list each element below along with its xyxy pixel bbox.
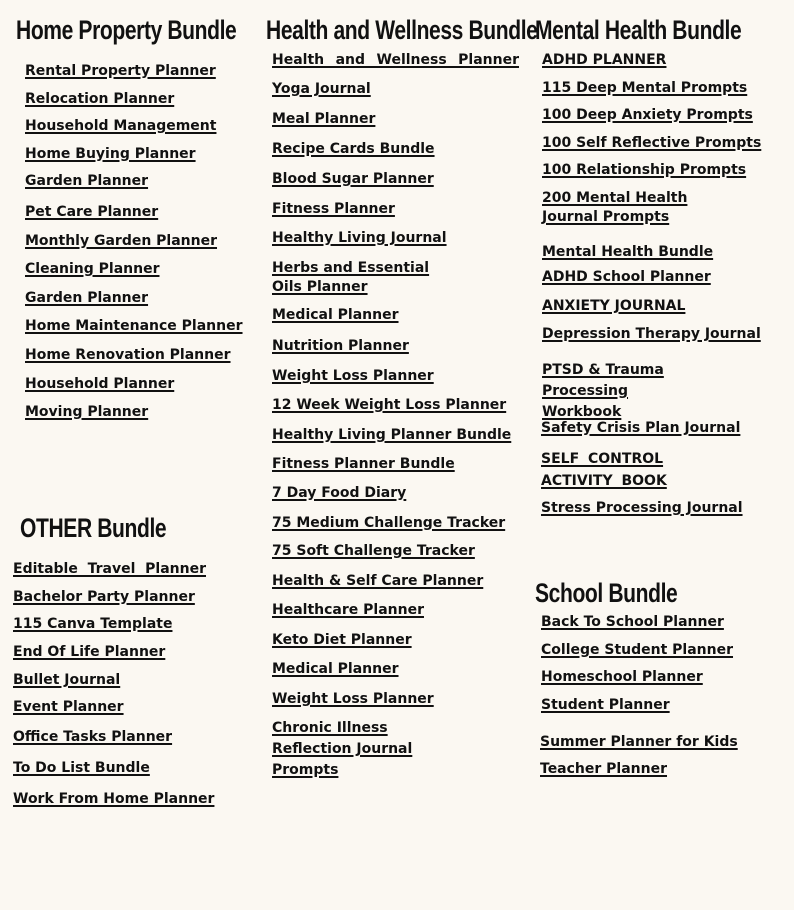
school-link-student[interactable]: Student Planner [541, 697, 670, 713]
other-bundle-heading: OTHER Bundle [20, 513, 167, 543]
health-link-health-self-care[interactable]: Health & Self Care Planner [272, 573, 484, 589]
health-link-7-day-food-diary[interactable]: 7 Day Food Diary [272, 485, 407, 501]
health-link-keto-diet[interactable]: Keto Diet Planner [272, 632, 412, 648]
home-link-garden-2[interactable]: Garden Planner [25, 290, 149, 306]
health-link-12-week-weight-loss[interactable]: 12 Week Weight Loss Planner [272, 397, 507, 413]
school-link-back-to-school[interactable]: Back To School Planner [541, 614, 724, 630]
mental-link-100-relationship[interactable]: 100 Relationship Prompts [542, 162, 747, 178]
health-link-meal[interactable]: Meal Planner [272, 111, 376, 127]
school-link-teacher[interactable]: Teacher Planner [540, 761, 668, 777]
health-link-blood-sugar[interactable]: Blood Sugar Planner [272, 171, 434, 187]
mental-link-ptsd-trauma[interactable]: PTSD & Trauma Processing Workbook [542, 362, 664, 420]
health-link-fitness[interactable]: Fitness Planner [272, 201, 395, 217]
health-link-healthcare[interactable]: Healthcare Planner [272, 602, 424, 618]
mental-link-100-self-reflective[interactable]: 100 Self Reflective Prompts [542, 135, 762, 151]
other-link-work-from-home[interactable]: Work From Home Planner [13, 791, 215, 807]
home-link-household-management[interactable]: Household Management [25, 118, 217, 134]
health-link-fitness-bundle[interactable]: Fitness Planner Bundle [272, 456, 455, 472]
mental-link-self-control[interactable]: SELF CONTROL ACTIVITY BOOK [541, 451, 667, 489]
school-link-summer-kids[interactable]: Summer Planner for Kids [540, 734, 738, 750]
school-bundle-heading: School Bundle [535, 578, 678, 608]
other-link-event[interactable]: Event Planner [13, 699, 124, 715]
home-link-home-buying[interactable]: Home Buying Planner [25, 146, 196, 162]
other-link-to-do-list[interactable]: To Do List Bundle [13, 760, 150, 776]
mental-link-mental-health-bundle[interactable]: Mental Health Bundle [542, 244, 714, 260]
home-link-household[interactable]: Household Planner [25, 376, 175, 392]
health-link-weight-loss-2[interactable]: Weight Loss Planner [272, 691, 434, 707]
other-link-editable-travel[interactable]: Editable Travel Planner [13, 561, 206, 577]
health-link-yoga-journal[interactable]: Yoga Journal [272, 81, 371, 97]
health-link-healthy-living-bundle[interactable]: Healthy Living Planner Bundle [272, 427, 512, 443]
mental-link-115-deep-mental[interactable]: 115 Deep Mental Prompts [542, 80, 748, 96]
other-link-end-of-life[interactable]: End Of Life Planner [13, 644, 166, 660]
mental-link-200-mental-health[interactable]: 200 Mental Health Journal Prompts [542, 190, 688, 225]
home-property-heading: Home Property Bundle [16, 15, 237, 45]
health-wellness-heading: Health and Wellness Bundle [266, 15, 538, 45]
other-link-bachelor-party[interactable]: Bachelor Party Planner [13, 589, 195, 605]
other-link-office-tasks[interactable]: Office Tasks Planner [13, 729, 173, 745]
home-link-rental-property[interactable]: Rental Property Planner [25, 63, 216, 79]
health-link-medical-2[interactable]: Medical Planner [272, 661, 399, 677]
mental-health-heading: Mental Health Bundle [535, 15, 742, 45]
home-link-cleaning[interactable]: Cleaning Planner [25, 261, 160, 277]
other-link-canva-template[interactable]: 115 Canva Template [13, 616, 173, 632]
health-link-75-medium[interactable]: 75 Medium Challenge Tracker [272, 515, 506, 531]
health-link-health-wellness[interactable]: Health and Wellness Planner [272, 52, 519, 68]
home-link-home-renovation[interactable]: Home Renovation Planner [25, 347, 231, 363]
health-link-nutrition[interactable]: Nutrition Planner [272, 338, 409, 354]
mental-link-adhd-planner[interactable]: ADHD PLANNER [542, 52, 667, 68]
mental-link-100-deep-anxiety[interactable]: 100 Deep Anxiety Prompts [542, 107, 753, 123]
health-link-75-soft[interactable]: 75 Soft Challenge Tracker [272, 543, 475, 559]
school-link-college-student[interactable]: College Student Planner [541, 642, 734, 658]
health-link-chronic-illness[interactable]: Chronic Illness Reflection Journal Prompts [272, 720, 413, 778]
health-link-weight-loss[interactable]: Weight Loss Planner [272, 368, 434, 384]
mental-link-adhd-school[interactable]: ADHD School Planner [542, 269, 711, 285]
health-link-recipe-cards[interactable]: Recipe Cards Bundle [272, 141, 435, 157]
other-link-bullet-journal[interactable]: Bullet Journal [13, 672, 121, 688]
home-link-relocation[interactable]: Relocation Planner [25, 91, 175, 107]
health-link-healthy-living-journal[interactable]: Healthy Living Journal [272, 230, 447, 246]
home-link-monthly-garden[interactable]: Monthly Garden Planner [25, 233, 218, 249]
health-link-medical[interactable]: Medical Planner [272, 307, 399, 323]
home-link-pet-care[interactable]: Pet Care Planner [25, 204, 159, 220]
school-link-homeschool[interactable]: Homeschool Planner [541, 669, 703, 685]
health-link-herbs-oils[interactable]: Herbs and Essential Oils Planner [272, 260, 430, 295]
mental-link-depression-therapy[interactable]: Depression Therapy Journal [542, 326, 761, 342]
mental-link-safety-crisis[interactable]: Safety Crisis Plan Journal [541, 420, 741, 436]
home-link-home-maintenance[interactable]: Home Maintenance Planner [25, 318, 243, 334]
mental-link-stress-processing[interactable]: Stress Processing Journal [541, 500, 743, 516]
mental-link-anxiety-journal[interactable]: ANXIETY JOURNAL [542, 298, 686, 314]
home-link-moving[interactable]: Moving Planner [25, 404, 149, 420]
home-link-garden[interactable]: Garden Planner [25, 173, 149, 189]
